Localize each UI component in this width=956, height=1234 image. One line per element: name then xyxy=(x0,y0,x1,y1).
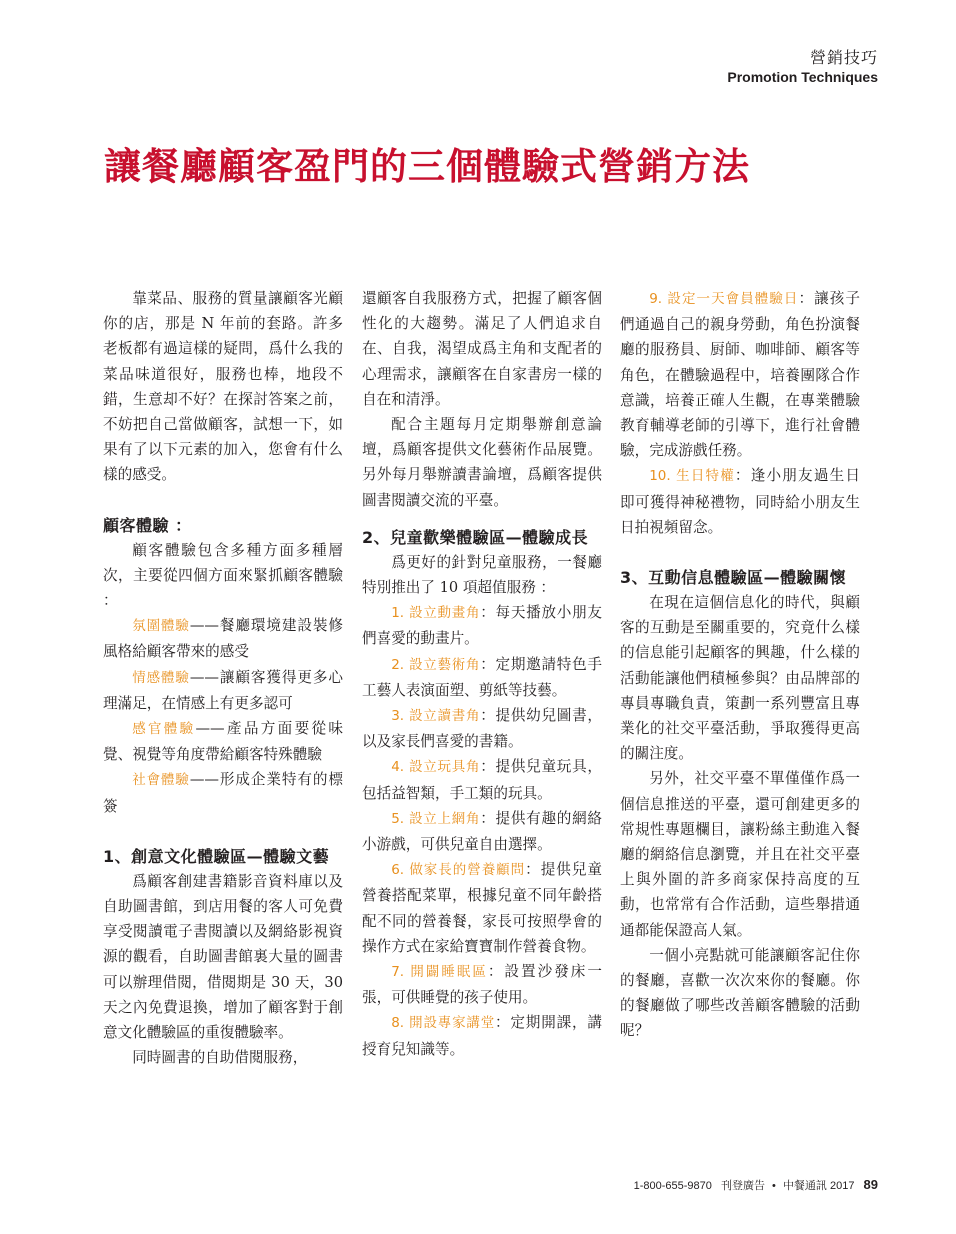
service-text: ：設置沙發床一張，可供睡覺的孩子使用。 xyxy=(362,963,602,1007)
experience-item xyxy=(103,613,343,664)
section-heading-2: 2、兒童歡樂體驗區—體驗成長 xyxy=(362,527,589,547)
service-item xyxy=(620,463,860,540)
experience-label: 氛圍體驗 xyxy=(132,618,190,635)
paragraph: 在現在這個信息化的時代，與顧客的互動是至關重要的，究竟什么樣的信息能引起顧客的興趣，什么樣的活動能讓他們積極參與？由品牌部的專員專職負責，策劃一系列豐富且專業化的社交平臺活動，爭取獲得更高的關注度。 xyxy=(620,594,860,763)
service-item xyxy=(362,754,602,805)
experience-text: ——產品方面要從味覺、視覺等角度帶給顧客特殊體驗 xyxy=(103,720,343,764)
service-label: 10. 生日特權 xyxy=(649,468,735,485)
experience-label: 感官體驗 xyxy=(132,721,196,738)
service-text: ：提供兒童玩具，包括益智類，手工類的玩具。 xyxy=(362,758,602,802)
service-item xyxy=(362,1010,602,1061)
paragraph: 爲更好的針對兒童服務，一餐廳特別推出了 10 項超值服務 ： xyxy=(362,553,602,597)
service-label: 4. 設立玩具角 xyxy=(391,759,481,776)
experience-label: 社會體驗 xyxy=(132,772,190,789)
experience-label: 情感體驗 xyxy=(132,669,190,686)
service-item xyxy=(620,286,860,463)
service-text: ：定期邀請特色手工藝人表演面塑、剪紙等技藝。 xyxy=(362,655,602,699)
paragraph: 一個小亮點就可能讓顧客記住你的餐廳，喜歡一次次來你的餐廳。你的餐廳做了哪些改善顧客體驗的活動呢？ xyxy=(620,946,860,1040)
service-item xyxy=(362,703,602,754)
service-item xyxy=(362,600,602,651)
section-heading-customer-experience: 顧客體驗 ： xyxy=(103,515,192,535)
service-text: ：定期開課，講授育兒知識等。 xyxy=(362,1014,602,1058)
service-label: 7. 開闢睡眠區 xyxy=(391,964,488,981)
section-name-zh: 營銷技巧 xyxy=(809,48,878,67)
paragraph: 另外，社交平臺不單僅僅作爲一個信息推送的平臺，還可創建更多的常規性專題欄目，讓粉絲主動進入餐廳的網絡信息瀏覽，并且在社交平臺上與外圍的許多商家保持高度的互動，也常常有合作活動，這些舉措通通都能保證高人氣。 xyxy=(620,770,860,939)
experience-text: ——形成企業特有的標簽 xyxy=(103,771,343,815)
paragraph: 同時圖書的自助借閱服務， xyxy=(132,1049,308,1067)
column-2 xyxy=(362,286,602,1062)
service-item xyxy=(362,857,602,959)
service-item xyxy=(362,806,602,857)
experience-text: ——餐廳環境建設裝修風格給顧客帶來的感受 xyxy=(103,617,343,661)
paragraph: 配合主題每月定期舉辦創意論壇，爲顧客提供文化藝術作品展覽。另外每月舉辦讀書論壇，爲顧客提供圖書閱讀交流的平臺。 xyxy=(362,416,602,509)
service-label: 1. 設立動畫角 xyxy=(391,605,481,622)
column-1 xyxy=(103,286,343,1070)
service-label: 6. 做家長的營養顧問 xyxy=(391,862,526,879)
ad-label: 刊登廣告 xyxy=(720,1180,765,1192)
service-label: 5. 設立上網角 xyxy=(391,810,481,827)
paragraph: 顧客體驗包含多種方面多種層次，主要從四個方面來緊抓顧客體驗 ： xyxy=(103,541,343,610)
service-label: 9. 設定一天會員體驗日 xyxy=(649,291,799,307)
service-label: 8. 開設專家講堂 xyxy=(391,1015,495,1032)
service-text: ：每天播放小朋友們喜愛的動畫片。 xyxy=(362,604,602,648)
magazine-name: 中餐通訊 2017 xyxy=(782,1180,855,1192)
page-number: 89 xyxy=(863,1177,878,1192)
section-heading-3: 3、互動信息體驗區—體驗關懷 xyxy=(620,568,847,588)
section-header xyxy=(727,48,878,86)
service-text: ：提供兒童營養搭配菜單，根據兒童不同年齡搭配不同的營養餐，家長可按照學會的操作方式在家給寶寶制作營養食物。 xyxy=(362,861,602,955)
service-text: ：逢小朋友過生日即可獲得神秘禮物，同時給小朋友生日拍視頻留念。 xyxy=(620,467,860,536)
experience-item xyxy=(103,665,343,716)
service-label: 3. 設立讀書角 xyxy=(391,708,481,725)
phone-number: 1-800-655-9870 xyxy=(633,1180,712,1192)
service-item xyxy=(362,959,602,1010)
service-item xyxy=(362,652,602,703)
paragraph: 爲顧客創建書籍影音資料庫以及自助圖書館，到店用餐的客人可免費享受閱讀電子書閱讀以及網絡影視資源的觀看，自助圖書館裏大量的圖書可以辦理借閱，借閱期是 30 天，30 天之內免費退換，增加了顧客對于創意文化體驗區的重復體驗率。 xyxy=(103,872,343,1042)
section-name-en: Promotion Techniques xyxy=(727,69,878,85)
experience-text: ——讓顧客獲得更多心理滿足，在情感上有更多認可 xyxy=(103,668,343,712)
service-text: ：讓孩子們通過自己的親身勞動，角色扮演餐廳的服務員、厨師、咖啡師、顧客等角色，在體驗過程中，培養團隊合作意識，培養正確人生觀，在專業體驗教育輔導老師的引導下，進行社會體驗，完成游戲任務。 xyxy=(620,290,860,460)
page-footer xyxy=(634,1177,878,1193)
bullet-separator: • xyxy=(772,1180,776,1192)
intro-paragraph: 靠菜品、服務的質量讓顧客光顧你的店，那是 N 年前的套路。許多老板都有過這樣的疑問，爲什么我的菜品味道很好，服務也棒，地段不錯，生意却不好？在探討答案之前，不妨把自己當做顧客，試想一下，如果有了以下元素的加入，您會有什么樣的感受。 xyxy=(103,290,343,484)
section-heading-1: 1、創意文化體驗區—體驗文藝 xyxy=(103,846,330,866)
service-text: ：提供有趣的網絡小游戲，可供兒童自由選擇。 xyxy=(362,809,602,854)
experience-item xyxy=(103,767,343,818)
experience-item xyxy=(103,716,343,767)
service-label: 2. 設立藝術角 xyxy=(391,656,481,673)
column-3 xyxy=(620,286,860,1044)
service-text: ：提供幼兒圖書，以及家長們喜愛的書籍。 xyxy=(362,707,602,751)
article-title: 讓餐廳顧客盈門的三個體驗式營銷方法 xyxy=(104,144,750,188)
paragraph: 還顧客自我服務方式，把握了顧客個性化的大趨勢。滿足了人們追求自在、自我，渴望成爲主角和支配者的心理需求，讓顧客在自家書房一樣的自在和清淨。 xyxy=(362,290,602,408)
